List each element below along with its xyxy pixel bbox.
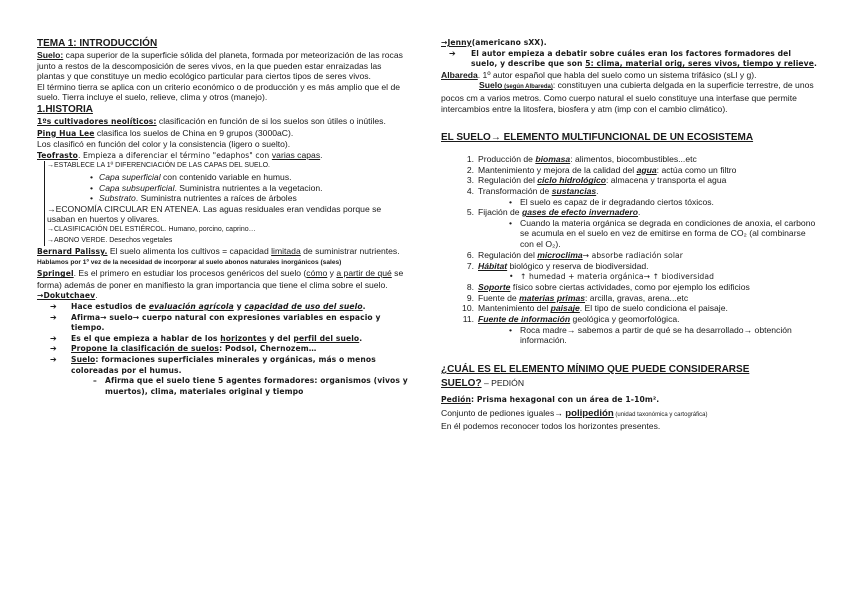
economia-line: →ECONOMÍA CIRCULAR EN ATENEA. Las aguas residuales eran vendidas porque se usaban en huertos y olivares. [47,203,382,225]
jenny-text: (americano sXX). [471,38,547,47]
polipedion-note: (unidad taxonómica y cartográfica) [613,412,708,419]
function-2: 2. Mantenimiento y mejora de la calidad del agua: actúa como un filtro [466,164,737,175]
cultivadores-paragraph [37,116,409,128]
pedion-label: Pedión [441,394,471,404]
capa-superficial-text: con contenido variable en humus. [160,171,292,182]
tierra-paragraph: El término tierra se aplica con un criterio económico o de producción y es más amplio que el de suelo. Tierra incluye el suelo, relieve, clima y otros (manejo). [37,81,401,103]
capa-subsuperficial-label: Capa subsuperficial [99,182,175,193]
capa-subsuperficial-text: . Suministra nutrientes a la vegetacion. [174,182,323,193]
function-10: 10. Mantenimiento del paisaje. El tipo de suelo condiciona el paisaje. [462,303,728,314]
establece-line: →ESTABLECE LA 1º DIFERENCIACIÓN DE LAS CAPAS DEL SUELO. [47,162,270,170]
section-multifuncional: EL SUELO→ ELEMENTO MULTIFUNCIONAL DE UN ECOSISTEMA [441,132,754,144]
springel-text: . Es el primero en estudiar los procesos genéricos del suelo ( [73,268,307,279]
conjunto-paragraph [441,408,819,421]
springel-end: se forma) además de poner en manifiesto la gran importancia que tiene el clima sobre el suelo. [37,268,404,290]
teofrasto-end: . [320,149,323,160]
jenny-label: →Jenny [441,38,472,47]
function-9: 9. Fuente de materias primas: arcilla, gravas, arena...etc [466,292,689,303]
function-11-sub: • Roca madre→ sabemos a partir de qué se ha desarrollado→ obtención información. [441,325,819,346]
teofrasto-underline: varias capas [271,149,321,160]
ping-paragraph [37,128,409,140]
substrato-label: Substrato [99,193,136,204]
teofrasto-paragraph [37,150,409,162]
dok-item-5: ➔ Suelo: formaciones superficiales minerales y orgánicas, más o menos coloreadas por el humus. [37,355,409,376]
bernard-end: de suministrar nutrientes. [300,246,400,257]
capa-superficial-label: Capa superficial [99,171,161,182]
capa-superficial-item [47,172,409,183]
cultivadores-text: clasificación en función de si los suelos son útiles o inútiles. [156,115,386,126]
hablamos-line: Hablamos por 1º vez de la necesidad de incorporar al suelo abonos naturales inorgánicos (sales) [37,258,342,266]
pedion-dash: – PEDIÓN [481,377,525,388]
clasificacion-line: →CLASIFICACIÓN DEL ESTIÉRCOL. Humano, porcino, caprino… [47,225,256,233]
function-4-sub: • El suelo es capaz de ir degradando ciertos tóxicos. [441,197,819,208]
jenny-item: ➔ El autor empieza a debatir sobre cuáles eran los factores formadores del suelo, y describe que son 5: clima, material orig, seres vivos, tiempo y relieve. [441,49,819,70]
springel-label: Springel [37,269,74,279]
function-4: 4. Transformación de sustancias. [466,185,599,196]
section-elemento-minimo: ¿CUÁL ES EL ELEMENTO MÍNIMO QUE PUEDE CONSIDERARSE [441,363,750,375]
pedion-text: : Prisma hexagonal con un área de 1-10m². [470,394,660,404]
suelo-albareda-paragraph [441,80,819,114]
suelo-albareda-label: Suelo [479,80,503,91]
conjunto-text: Conjunto de pediones iguales→ [441,408,566,419]
function-7: 7. Hábitat biológico y reserva de biodiversidad. [466,261,649,272]
bernard-paragraph [37,246,409,258]
substrato-text: . Suministra nutrientes a raíces de árboles [135,193,297,204]
suelo-albareda-small: (según Albareda) [502,84,553,91]
abono-line: →ABONO VERDE. Desechos vegetales [47,236,173,244]
capa-subsuperficial-item [47,183,409,194]
dok-item-1: ➔ Hace estudios de evaluación agrícola y capacidad de uso del suelo. [37,302,409,313]
function-5-sub: • Cuando la materia orgánica se degrada en condiciones de anoxia, el carbono se acumula en el suelo en vez de emitirse en forma de CO₂ (al combinarse con el O₂). [441,218,819,250]
albareda-paragraph [441,70,819,81]
teofrasto-bracket [44,161,409,246]
dok-item-3: ➔ Es el que empieza a hablar de los horizontes y del perfil del suelo. [37,334,409,345]
dok-dash-item: – Afirma que el suelo tiene 5 agentes formadores: organismos (vivos y muertos), clima, materiales original y tiempo [37,376,409,397]
springel-partir: a partir de qué [336,268,392,279]
dokutchaev-end: . [95,290,98,301]
suelo-albareda-text: : constituyen una cubierta delgada en la superficie terrestre, de unos pocos cm a varios metros. Como cuerpo natural el suelo constituye una interfase que permite intercambios entre la litosfera, biosfera y atm (imp con el cambio climático). [441,80,814,114]
functions-list [441,154,819,346]
albareda-text: . 1º autor español que habla del suelo como un sistema trifásico (sLl y g). [477,69,757,80]
dok-item-4: ➔ Propone la clasificación de suelos: Podsol, Chernozem… [37,344,409,355]
function-6: 6. Regulación del microclima→ absorbe radiación solar [466,249,684,260]
right-column [441,38,819,432]
function-8: 8. Soporte físico sobre ciertas actividades, como por ejemplo los edificios [466,282,750,293]
teofrasto-label: Teofrasto [37,150,78,160]
springel-mid: y [327,268,337,279]
springel-como: cómo [306,268,328,279]
dokutchaev-list [37,302,409,376]
suelo-definition [37,50,409,82]
jenny-heading [441,38,819,49]
bernard-label: Bernard Palissy. [37,247,108,257]
dok-item-2: ➔ Afirma→ suelo→ cuerpo natural con expresiones variables en espacio y tiempo. [37,313,409,334]
function-1: 1. Producción de biomasa: alimentos, biocombustibles...etc [466,154,697,165]
suelo-text: capa superior de la superficie sólida del planeta, formada por meteorización de las rocas junto a restos de la descomposición de seres vivos, en la que pueden estar enraizadas las plantas y que constituye un medio ecológico particular para ciertos tipos de seres vivos. [37,50,403,82]
suelo-label: Suelo: [37,50,64,60]
function-7-sub: • ↑ humedad + materia orgánica→ ↑ biodiversidad [441,272,819,283]
dokutchaev-label: →Dokutchaev [37,291,96,301]
horizontes-paragraph: En él podemos reconocer todos los horizontes presentes. [441,421,661,432]
function-11: 11. Fuente de información geológica y geomorfológica. [462,314,680,325]
function-5: 5. Fijación de gases de efecto invernadero. [466,207,641,218]
left-column [37,38,409,397]
springel-paragraph [37,268,409,290]
pedion-paragraph [441,395,819,406]
section-elemento-minimo-2 [441,378,819,390]
teofrasto-text: . Empieza a diferenciar el término "edaphos" con [77,150,272,160]
polipedion-label: polipedión [565,408,614,420]
bernard-text: El suelo alimenta los cultivos = capacidad [107,246,272,257]
ping-label: Ping Hua Lee [37,128,95,138]
suelo-question: SUELO? [441,377,482,389]
cultivadores-label: 1ºs cultivadores neolíticos: [37,116,157,126]
page-title: TEMA 1: INTRODUCCIÓN [37,38,158,49]
substrato-item [47,193,409,204]
ping-paragraph-2: Los clasificó en función del color y la consistencia (ligero o suelto). [37,139,291,150]
ping-text: clasifica los suelos de China en 9 grupos (3000aC). [94,127,294,138]
bernard-underline: limitada [271,246,301,257]
dokutchaev-heading [37,290,409,302]
section-historia: 1.HISTORIA [37,103,93,115]
function-3: 3. Regulación del ciclo hidrológico: almacena y transporta el agua [466,175,727,186]
albareda-label: Albareda [441,69,478,80]
